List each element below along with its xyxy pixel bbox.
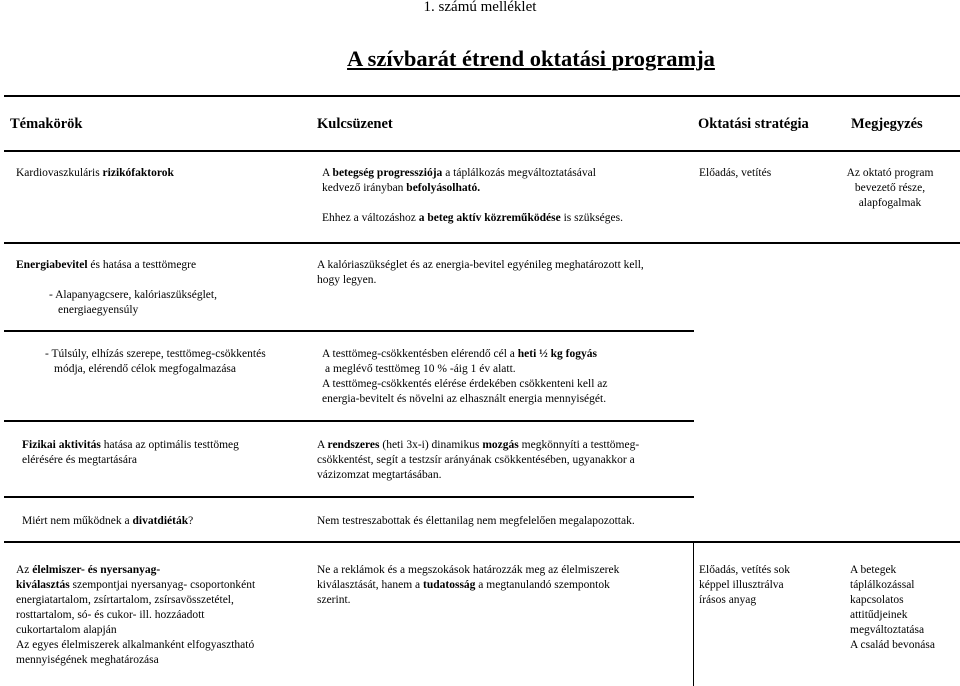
row2-topic-l3: energiaegyensúly	[58, 304, 139, 316]
row5-topic-a: Miért nem működnek a	[22, 515, 133, 527]
row6-msg-l2a: kiválasztását, hanem a	[317, 579, 424, 591]
row1-msg-l3b: a beteg aktív közreműködése	[418, 212, 561, 224]
row5-topic-c: ?	[188, 515, 194, 527]
row6-msg-l2b: tudatosság	[423, 579, 476, 591]
row1-topic	[16, 166, 174, 181]
row3-msg-l2: a meglévő testtömeg 10 % -áig 1 év alatt.	[325, 363, 516, 375]
row6-topic-l5: cukortartalom alapján	[16, 624, 117, 636]
row4-message	[317, 438, 639, 483]
row3-msg-l3: A testtömeg-csökkentés elérése érdekében csökkenteni kell az	[322, 378, 608, 390]
row4-msg-l1c: (heti 3x-i) dinamikus	[379, 439, 483, 451]
rule-row4-bottom	[4, 496, 694, 498]
row6-note-l4: attitűdjeinek	[850, 609, 908, 621]
row1-strategy: Előadás, vetítés	[699, 167, 772, 179]
row3-message	[322, 347, 607, 407]
row4-topic-l1b: hatása az optimális testtömeg	[100, 439, 239, 451]
row1-msg-l3c: is szükséges.	[560, 212, 623, 224]
row6-note-l5: megváltoztatása	[850, 624, 925, 636]
header-key-message: Kulcsüzenet	[317, 116, 393, 132]
row6-topic-l1a: Az	[16, 564, 33, 576]
row6-strategy-l1: Előadás, vetítés sok	[699, 564, 791, 576]
row6-note-l6: A család bevonása	[850, 639, 935, 651]
row2-topic-l1b: és hatása a testtömegre	[87, 259, 197, 271]
row4-msg-l1d: mozgás	[482, 439, 519, 451]
row4-topic-l2: elérésére és megtartására	[22, 454, 137, 466]
row1-msg-l2a: kedvező irányban	[322, 182, 407, 194]
row6-message	[317, 563, 619, 608]
row1-topic-text-b: rizikófaktorok	[102, 167, 174, 179]
row6-strategy	[699, 563, 790, 608]
row4-msg-l1e: megkönnyíti a testtömeg-	[518, 439, 640, 451]
header-topics: Témakörök	[10, 116, 83, 132]
row2-msg-l1: A kalóriaszükséglet és az energia-bevitel egyénileg meghatározott kell,	[317, 259, 644, 271]
row4-msg-l1a: A	[317, 439, 328, 451]
row2-topic	[16, 258, 217, 318]
row5-topic-b: divatdiéták	[132, 515, 189, 527]
row3-topic-l2: módja, elérendő célok megfogalmazása	[54, 363, 237, 375]
row3-msg-l1a: A testtömeg-csökkentésben elérendő cél a	[322, 348, 518, 360]
row3-msg-l4: energia-bevitelt és növelni az elhasznált energia mennyiségét.	[322, 393, 607, 405]
row3-topic-l1: - Túlsúly, elhízás szerepe, testtömeg-csökkentés	[45, 348, 266, 360]
row4-msg-l2: csökkentést, segít a testzsír arányának csökkentésében, ugyanakkor a	[317, 454, 635, 466]
row5-topic	[22, 514, 193, 529]
row1-note	[820, 166, 960, 211]
row1-msg-l1a: A	[322, 167, 333, 179]
row6-strategy-l2: képpel illusztrálva	[699, 579, 784, 591]
row6-topic-l1b: élelmiszer- és nyersanyag-	[32, 564, 161, 576]
row1-message	[322, 166, 623, 226]
row6-topic-l3: energiatartalom, zsírtartalom, zsírsavösszetétel,	[16, 594, 234, 606]
row1-msg-l1b: betegség progressziója	[332, 167, 443, 179]
row2-topic-l1a: Energiabevitel	[16, 259, 88, 271]
rule-header-bottom	[4, 150, 960, 152]
row1-note-l3: alapfogalmak	[858, 197, 922, 209]
row6-topic-l4: rosttartalom, só- és cukor- ill. hozzáadott	[16, 609, 205, 621]
row6-note-l3: kapcsolatos	[850, 594, 904, 606]
row6-topic-l2b: szempontjai nyersanyag- csoportonként	[69, 579, 256, 591]
row6-note-l2: táplálkozással	[850, 579, 915, 591]
row4-msg-l3: vázizomzat megtartásában.	[317, 469, 442, 481]
row6-note	[850, 563, 935, 653]
row6-topic-l2a: kiválasztás	[16, 579, 70, 591]
row1-note-l1: Az oktató program	[846, 167, 934, 179]
row6-strategy-l3: írásos anyag	[699, 594, 757, 606]
rule-row5-bottom	[4, 541, 960, 543]
rule-row2-bottom	[4, 330, 694, 332]
row6-msg-l1: Ne a reklámok és a megszokások határozzák meg az élelmiszerek	[317, 564, 620, 576]
row4-topic	[22, 438, 239, 468]
row2-topic-l2: - Alapanyagcsere, kalóriaszükséglet,	[49, 289, 217, 301]
rule-divider	[693, 541, 694, 686]
row6-topic	[16, 563, 255, 668]
row4-topic-l1a: Fizikai aktivitás	[22, 439, 101, 451]
row1-msg-l1c: a táplálkozás megváltoztatásával	[442, 167, 596, 179]
row6-msg-l3: szerint.	[317, 594, 351, 606]
header-strategy: Oktatási stratégia	[698, 116, 809, 132]
rule-row3-bottom	[4, 420, 694, 422]
rule-top	[4, 95, 960, 97]
header-notes: Megjegyzés	[851, 116, 923, 132]
row2-msg-l2: hogy legyen.	[317, 274, 377, 286]
rule-row1-bottom	[4, 242, 960, 244]
appendix-label: 1. számú melléklet	[423, 0, 537, 15]
row6-topic-l7: mennyiségének meghatározása	[16, 654, 159, 666]
row1-msg-l2b: befolyásolható.	[406, 182, 481, 194]
page-title: A szívbarát étrend oktatási programja	[347, 46, 715, 71]
row5-message: Nem testreszabottak és élettanilag nem megfelelően megalapozottak.	[317, 515, 635, 527]
row3-msg-l1b: heti ½ kg fogyás	[517, 348, 597, 360]
row3-topic	[45, 347, 266, 377]
row1-topic-text-a: Kardiovaszkuláris	[16, 167, 103, 179]
row2-message	[317, 258, 644, 288]
row6-topic-l6: Az egyes élelmiszerek alkalmanként elfogyasztható	[16, 639, 255, 651]
row1-note-l2: bevezető része,	[854, 182, 926, 194]
row6-msg-l2c: a megtanulandó szempontok	[475, 579, 610, 591]
row1-msg-l3a: Ehhez a változáshoz	[322, 212, 419, 224]
row4-msg-l1b: rendszeres	[327, 439, 380, 451]
row6-note-l1: A betegek	[850, 564, 897, 576]
